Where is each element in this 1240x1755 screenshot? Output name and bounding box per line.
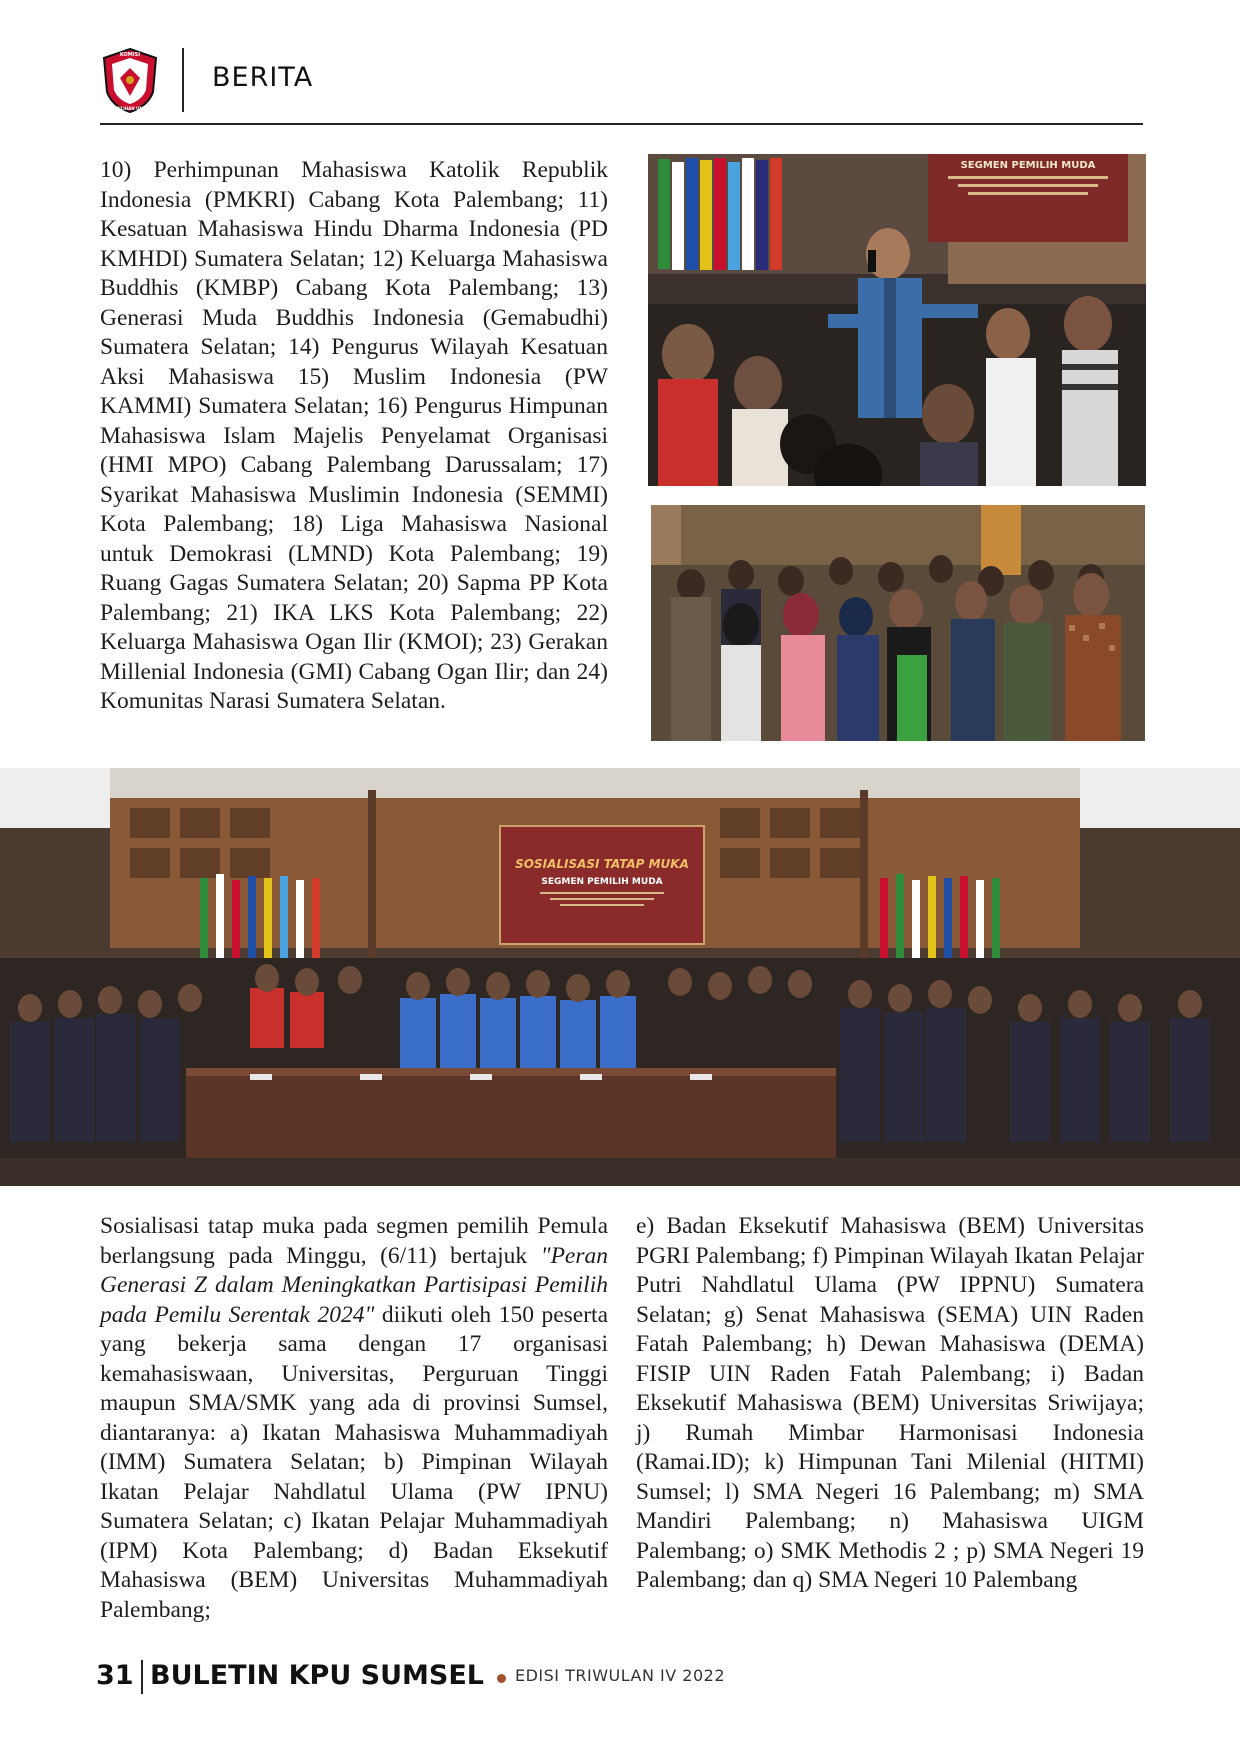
banner-large-title: SOSIALISASI TATAP MUKA bbox=[515, 857, 689, 871]
footer-divider bbox=[141, 1660, 143, 1694]
event-theme-quote: "Peran Generasi Z dalam Meningkatkan Partisipasi Pemilih pada Pemilu Serentak 2024" bbox=[100, 1242, 609, 1328]
article-intro: Sosialisasi tatap muka pada segmen pemilih Pemula berlangsung pada Minggu, (6/11) bertajuk bbox=[100, 1213, 608, 1269]
section-label: BERITA bbox=[212, 62, 314, 93]
page-number: 31 bbox=[96, 1660, 134, 1691]
article-paragraph bbox=[100, 1212, 608, 1625]
bullet-icon bbox=[497, 1674, 506, 1683]
article-body: diikuti oleh 150 peserta yang bekerja sama dengan 17 organisasi kemahasiswaan, Universitas, Perguruan Tinggi maupun SMA/SMK yang ada di provinsi Sumsel, diantaranya: a) Ikatan Mahasiswa Muhammadiyah (IMM) Sumatera Selatan; b) Pimpinan Wilayah Ikatan Pelajar Nahdlatul Ulama (PW IPNU) Sumatera Selatan; c) Ikatan Pelajar Muhammadiyah (IPM) Kota Palembang; d) Badan Eksekutif Mahasiswa (BEM) Universitas Muhammadiyah Palembang; bbox=[100, 1301, 609, 1623]
photo-audience bbox=[651, 505, 1145, 741]
logo-text-top: KOMISI bbox=[119, 52, 141, 58]
banner-large-subtitle: SEGMEN PEMILIH MUDA bbox=[541, 877, 663, 887]
article-paragraph: e) Badan Eksekutif Mahasiswa (BEM) Universitas PGRI Palembang; f) Pimpinan Wilayah Ikatan Pelajar Putri Nahdlatul Ulama (PW IPPNU) Sumatera Selatan; g) Senat Mahasiswa (SEMA) UIN Raden Fatah Palembang; h) Dewan Mahasiswa (DEMA) FISIP UIN Raden Fatah Palembang; i) Badan Eksekutif Mahasiswa (BEM) Universitas Sriwijaya; j) Rumah Mimbar Harmonisasi Indonesia (Ramai.ID); k) Himpunan Tani Milenial (HITMI) Sumsel; l) SMA Negeri 16 Palembang; m) SMA Mandiri Palembang; n) Mahasiswa UIGM Palembang; o) SMK Methodis 2 ; p) SMA Negeri 19 Palembang; dan q) SMA Negeri 10 Palembang bbox=[636, 1213, 1144, 1593]
article-paragraph: 10) Perhimpunan Mahasiswa Katolik Republik Indonesia (PMKRI) Cabang Kota Palembang; 11) Kesatuan Mahasiswa Hindu Dharma Indonesia (PD KMHDI) Sumatera Selatan; 12) Keluarga Mahasiswa Buddhis (KMBP) Cabang Kota Palembang; 13) Generasi Muda Buddhis Indonesia (Gemabudhi) Sumatera Selatan; 14) Pengurus Wilayah Kesatuan Aksi Mahasiswa 15) Muslim Indonesia (PW KAMMI) Sumatera Selatan; 16) Pengurus Himpunan Mahasiswa Islam Majelis Penyelamat Organisasi (HMI MPO) Cabang Palembang Darussalam; 17) Syarikat Mahasiswa Muslimin Indonesia (SEMMI) Kota Palembang; 18) Liga Mahasiswa Nasional untuk Demokrasi (LMND) Kota Palembang; 19) Ruang Gagas Sumatera Selatan; 20) Sapma PP Kota Palembang; 21) IKA LKS Kota Palembang; 22) Keluarga Mahasiswa Ogan Ilir (KMOI); 23) Gerakan Millenial Indonesia (GMI) Cabang Ogan Ilir; dan 24) Komunitas Narasi Sumatera Selatan. bbox=[100, 157, 608, 714]
header-rule bbox=[100, 123, 1143, 125]
edition-label: EDISI TRIWULAN IV 2022 bbox=[515, 1666, 725, 1685]
photo-speaker bbox=[648, 154, 1146, 486]
header-divider bbox=[182, 48, 184, 112]
banner-small-title: SEGMEN PEMILIH MUDA bbox=[960, 160, 1096, 171]
kpu-logo bbox=[100, 46, 160, 114]
logo-text-bottom: PEMILIHAN UMUM bbox=[109, 106, 151, 111]
article-column-left bbox=[100, 1212, 608, 1625]
article-column-right bbox=[636, 1212, 1144, 1596]
photo-group bbox=[0, 768, 1240, 1186]
article-column-top bbox=[100, 156, 608, 717]
publication-name: BULETIN KPU SUMSEL bbox=[150, 1660, 484, 1691]
